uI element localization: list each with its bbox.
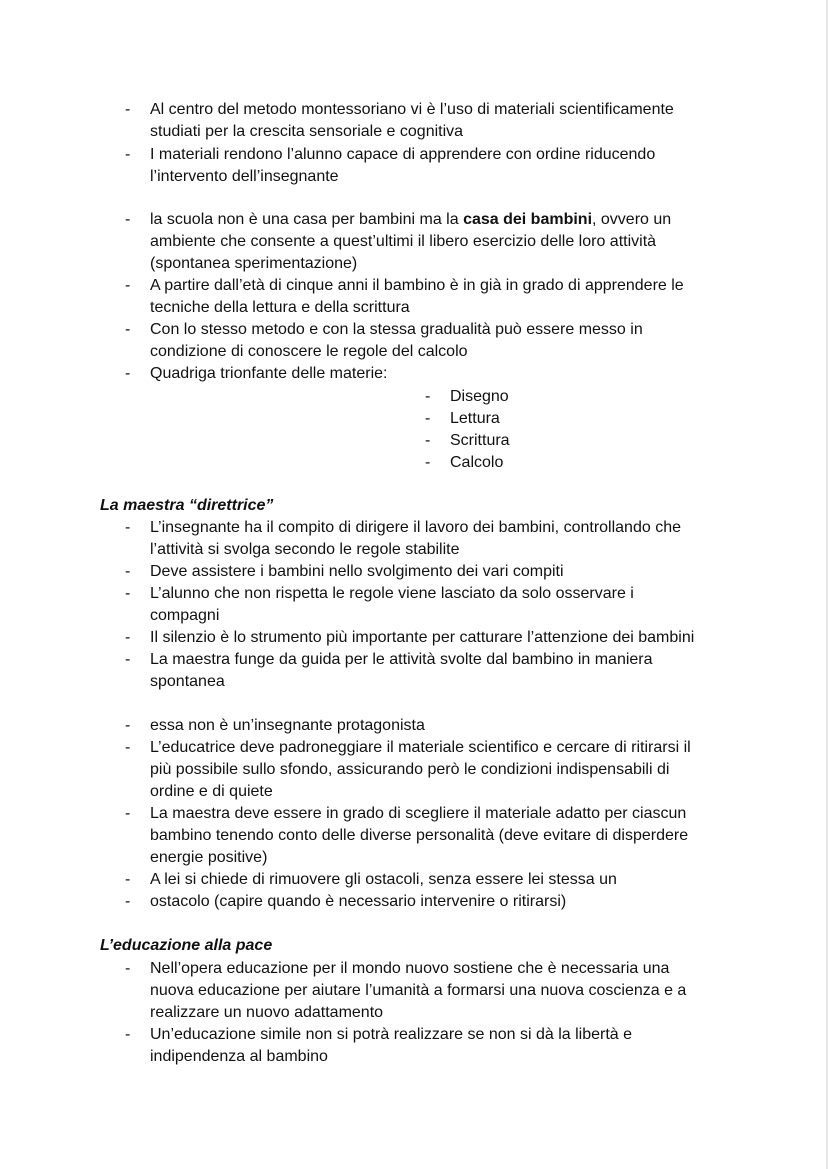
line: (spontanea sperimentazione) bbox=[150, 255, 358, 272]
line: più possibile sullo sfondo, assicurando però le condizioni indispensabili di bbox=[150, 761, 670, 778]
bullet: - bbox=[125, 519, 131, 536]
line: l’attività si svolga secondo le regole stabilite bbox=[150, 541, 460, 558]
bold-text: casa dei bambini bbox=[463, 211, 593, 228]
line: ambiente che consente a quest’ultimi il libero esercizio delle loro attività bbox=[150, 233, 657, 250]
line: Un’educazione simile non si potrà realizzare se non si dà la libertà e bbox=[150, 1026, 633, 1043]
line: Con lo stesso metodo e con la stessa gradualità può essere messo in bbox=[150, 321, 643, 338]
bullet: - bbox=[125, 146, 131, 163]
line bbox=[150, 209, 671, 231]
bullet: - bbox=[125, 717, 131, 734]
bullet: - bbox=[125, 893, 131, 910]
line: Calcolo bbox=[450, 454, 504, 471]
line: nuova educazione per aiutare l’umanità a formarsi una nuova coscienza e a bbox=[150, 982, 687, 999]
bullet: - bbox=[425, 388, 431, 405]
line: indipendenza al bambino bbox=[150, 1048, 328, 1065]
bullet: - bbox=[125, 277, 131, 294]
line: Scrittura bbox=[450, 432, 510, 449]
line: spontanea bbox=[150, 673, 225, 690]
line: Quadriga trionfante delle materie: bbox=[150, 365, 388, 382]
line: Il silenzio è lo strumento più importante per catturare l’attenzione dei bambini bbox=[150, 629, 695, 646]
bullet: - bbox=[425, 432, 431, 449]
line: tecniche della lettura e della scrittura bbox=[150, 299, 410, 316]
section-heading: La maestra “direttrice” bbox=[100, 497, 274, 514]
bullet: - bbox=[125, 321, 131, 338]
bullet: - bbox=[125, 211, 131, 228]
bullet: - bbox=[125, 871, 131, 888]
line: bambino tenendo conto delle diverse personalità (deve evitare di disperdere bbox=[150, 827, 689, 844]
line: l’intervento dell’insegnante bbox=[150, 168, 339, 185]
text: la scuola non è una casa per bambini ma la bbox=[150, 211, 464, 228]
bullet: - bbox=[125, 563, 131, 580]
line: L’insegnante ha il compito di dirigere il lavoro dei bambini, controllando che bbox=[150, 519, 681, 536]
line: ostacolo (capire quando è necessario intervenire o ritirarsi) bbox=[150, 893, 567, 910]
bullet: - bbox=[425, 410, 431, 427]
bullet: - bbox=[125, 1026, 131, 1043]
line: Disegno bbox=[450, 388, 509, 405]
bullet: - bbox=[125, 629, 131, 646]
bullet: - bbox=[125, 739, 131, 756]
line: I materiali rendono l’alunno capace di apprendere con ordine riducendo bbox=[150, 146, 656, 163]
line: energie positive) bbox=[150, 849, 268, 866]
line: La maestra deve essere in grado di scegliere il materiale adatto per ciascun bbox=[150, 805, 687, 822]
line: essa non è un’insegnante protagonista bbox=[150, 717, 425, 734]
bullet: - bbox=[125, 585, 131, 602]
line: Al centro del metodo montessoriano vi è l’uso di materiali scientificamente bbox=[150, 101, 674, 118]
line: A lei si chiede di rimuovere gli ostacoli, senza essere lei stessa un bbox=[150, 871, 617, 888]
bullet: - bbox=[425, 454, 431, 471]
line: La maestra funge da guida per le attività svolte dal bambino in maniera bbox=[150, 651, 653, 668]
line: ordine e di quiete bbox=[150, 783, 273, 800]
line: realizzare un nuovo adattamento bbox=[150, 1004, 384, 1021]
bullet: - bbox=[125, 365, 131, 382]
text: , ovvero un bbox=[592, 211, 672, 228]
bullet: - bbox=[125, 960, 131, 977]
line: condizione di conoscere le regole del calcolo bbox=[150, 343, 468, 360]
line: compagni bbox=[150, 607, 220, 624]
line: Lettura bbox=[450, 410, 500, 427]
bullet: - bbox=[125, 101, 131, 118]
line: L’educatrice deve padroneggiare il materiale scientifico e cercare di ritirarsi il bbox=[150, 739, 691, 756]
bullet: - bbox=[125, 805, 131, 822]
line: L’alunno che non rispetta le regole viene lasciato da solo osservare i bbox=[150, 585, 634, 602]
line: A partire dall’età di cinque anni il bambino è in già in grado di apprendere le bbox=[150, 277, 684, 294]
line: Deve assistere i bambini nello svolgimento dei vari compiti bbox=[150, 563, 564, 580]
line: Nell’opera educazione per il mondo nuovo sostiene che è necessaria una bbox=[150, 960, 670, 977]
bullet: - bbox=[125, 651, 131, 668]
line: studiati per la crescita sensoriale e cognitiva bbox=[150, 123, 464, 140]
section-heading: L’educazione alla pace bbox=[100, 937, 273, 954]
